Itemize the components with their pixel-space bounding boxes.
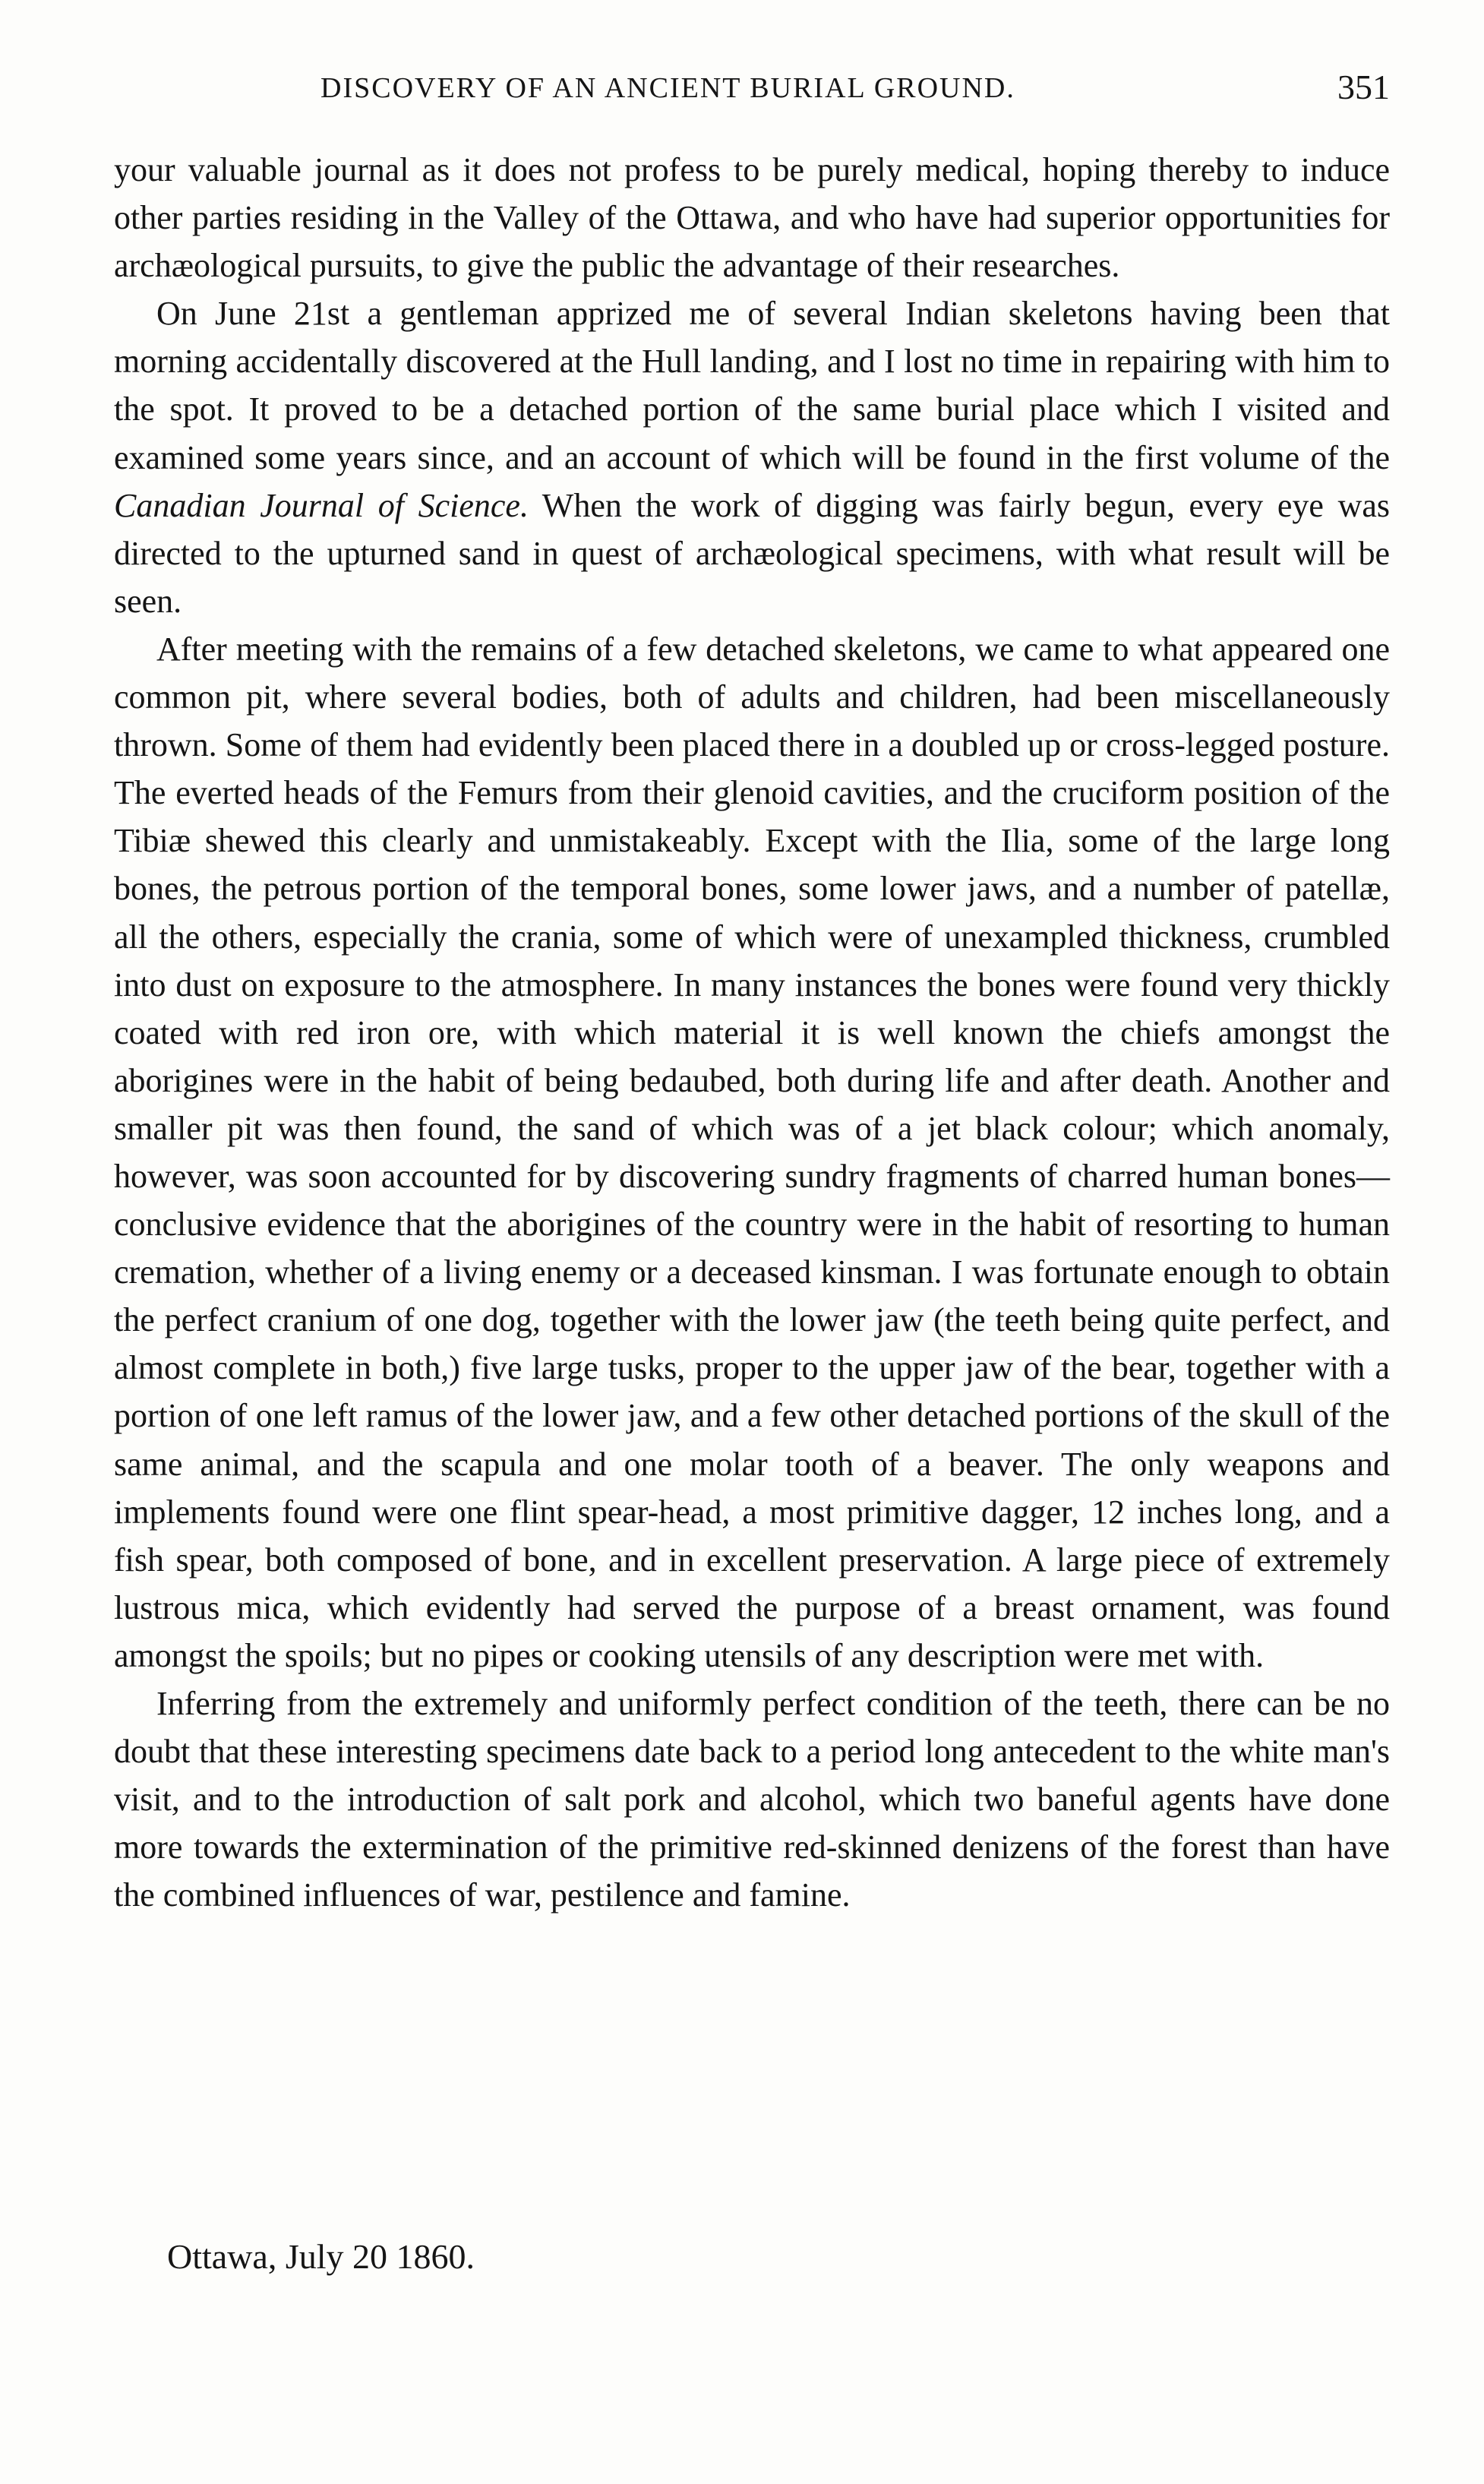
- paragraph-discovery: [114, 289, 1390, 625]
- running-head: [114, 67, 1390, 120]
- journal-title-italic: Canadian Journal of Science.: [114, 486, 529, 524]
- paragraph-4-text: Inferring from the extremely and uniformly perfect condition of the teeth, there can be no doubt that these interesting specimens date back to a period long antecedent to the white man's visit, and to the introduction of salt pork and alcohol, which two baneful agents have done more towards the extermination of the primitive red-skinned denizens of the forest than have the combined influences of war, pestilence and famine.: [114, 1685, 1390, 1914]
- paragraph-1-text: your valuable journal as it does not profess to be purely medical, hoping thereby to induce other parties residing in the Valley of the Ottawa, and who have had superior opportunities for archæological pursuits, to give the public the advantage of their researches.: [114, 151, 1390, 285]
- paragraph-2-text-after: When the work of digging was fairly begun, every eye was directed to the upturned sand in quest of archæological specimens, with what result will be seen.: [114, 486, 1391, 620]
- paragraph-continuation: [114, 146, 1390, 289]
- dateline-signoff: Ottawa, July 20 1860.: [167, 2237, 475, 2276]
- paragraph-2-text-before: On June 21st a gentleman apprized me of several Indian skeletons having been that morning accidentally discovered at the Hull landing, and I lost no time in repairing with him to the spot. It proved to be a detached portion of the same burial place which I visited and examined some years since, and an account of which will be found in the first volume of the: [114, 295, 1390, 476]
- paragraph-3-text: After meeting with the remains of a few detached skeletons, we came to what appeared one common pit, where several bodies, both of adults and children, had been miscellaneously thrown. Some of them had evidently been placed there in a doubled up or cross-legged posture. The everted heads of the Femurs from their glenoid cavities, and the cruciform position of the Tibiæ shewed this clearly and unmistakeably. Except with the Ilia, some of the large long bones, the petrous portion of the temporal bones, some lower jaws, and a number of patellæ, all the others, especially the crania, some of which were of unexampled thickness, crumbled into dust on exposure to the atmosphere. In many instances the bones were found very thickly coated with red iron ore, with which material it is well known the chiefs amongst the aborigines were in the habit of being bedaubed, both during life and after death. Another and smaller pit was then found, the sand of which was of a jet black colour; which anomaly, however, was soon accounted for by discovering sundry fragments of charred human bones—conclusive evidence that the aborigines of the country were in the habit of resorting to human cremation, whether of a living enemy or a deceased kinsman. I was fortunate enough to obtain the perfect cranium of one dog, together with the lower jaw (the teeth being quite perfect, and almost complete in both,) five large tusks, proper to the upper jaw of the bear, together with a portion of one left ramus of the lower jaw, and a few other detached portions of the skull of the same animal, and the scapula and one molar tooth of a beaver. The only weapons and implements found were one flint spear-head, a most primitive dagger, 12 inches long, and a fish spear, both composed of bone, and in excellent preservation. A large piece of extremely lustrous mica, which evidently had served the purpose of a breast ornament, was found amongst the spoils; but no pipes or cooking utensils of any description were met with.: [114, 630, 1390, 1674]
- paragraph-findings: [114, 625, 1390, 1680]
- page-number: 351: [1337, 68, 1390, 106]
- paragraph-conclusion: [114, 1680, 1390, 1919]
- article-body: [114, 146, 1390, 1919]
- running-title: DISCOVERY OF AN ANCIENT BURIAL GROUND.: [320, 72, 1015, 104]
